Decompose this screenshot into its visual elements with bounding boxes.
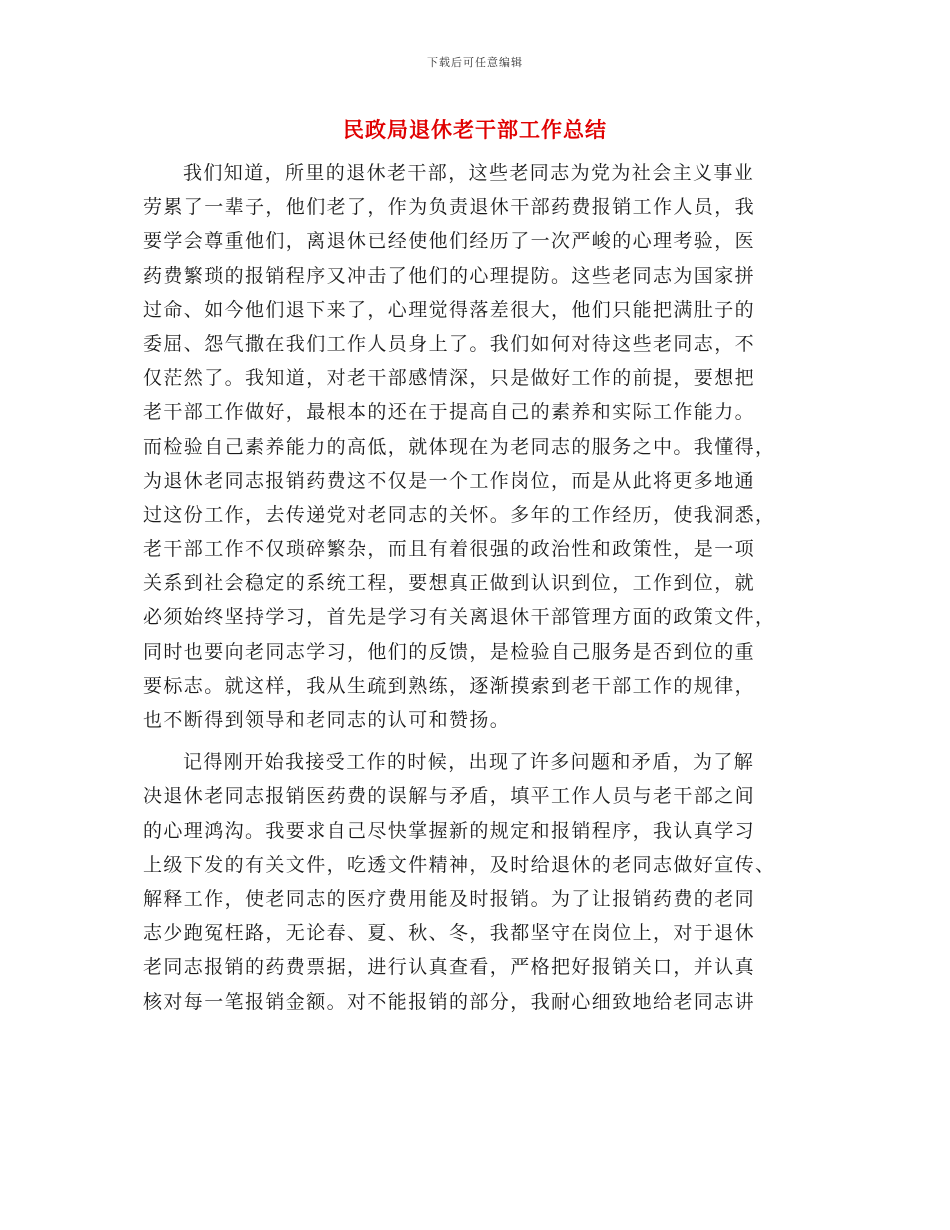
text-line: 老干部工作不仅琐碎繁杂，而且有着很强的政治性和政策性，是一项 <box>143 538 756 561</box>
text-line: 而检验自己素养能力的高低，就体现在为老同志的服务之中。我懂得， <box>143 435 776 458</box>
text-line: 必须始终坚持学习，首先是学习有关离退休干部管理方面的政策文件， <box>143 606 776 629</box>
text-line: 老干部工作做好，最根本的还在于提高自己的素养和实际工作能力。 <box>143 401 756 424</box>
text-line: 同时也要向老同志学习，他们的反馈，是检验自己服务是否到位的重 <box>143 640 756 663</box>
text-line: 的心理鸿沟。我要求自己尽快掌握新的规定和报销程序，我认真学习 <box>143 819 756 842</box>
text-line: 要学会尊重他们，离退休已经使他们经历了一次严峻的心理考验，医 <box>143 230 756 253</box>
page-header-note: 下载后可任意编辑 <box>427 56 523 69</box>
text-line: 过这份工作，去传递党对老同志的关怀。多年的工作经历，使我洞悉， <box>143 503 776 526</box>
text-line: 为退休老同志报销药费这不仅是一个工作岗位，而是从此将更多地通 <box>143 469 756 492</box>
text-line: 解释工作，使老同志的医疗费用能及时报销。为了让报销药费的老同 <box>143 887 756 910</box>
text-line: 要标志。就这样，我从生疏到熟练，逐渐摸索到老干部工作的规律， <box>143 674 756 697</box>
paragraph-1 <box>143 156 795 737</box>
text-line: 记得刚开始我接受工作的时候，出现了许多问题和矛盾，为了解 <box>183 751 755 774</box>
text-line: 药费繁琐的报销程序又冲击了他们的心理提防。这些老同志为国家拼 <box>143 264 756 287</box>
document-title: 民政局退休老干部工作总结 <box>343 117 607 142</box>
text-line: 也不断得到领导和老同志的认可和赞扬。 <box>143 709 511 731</box>
text-line: 核对每一笔报销金额。对不能报销的部分，我耐心细致地给老同志讲 <box>143 990 756 1013</box>
text-line: 劳累了一辈子，他们老了，作为负责退休干部药费报销工作人员，我 <box>143 196 756 219</box>
text-line: 我们知道，所里的退休老干部，这些老同志为党为社会主义事业 <box>183 162 755 184</box>
text-line: 决退休老同志报销医药费的误解与矛盾，填平工作人员与老干部之间 <box>143 785 756 808</box>
text-line: 仅茫然了。我知道，对老干部感情深，只是做好工作的前提，要想把 <box>143 367 756 390</box>
paragraph-2 <box>143 745 795 1019</box>
text-line: 关系到社会稳定的系统工程，要想真正做到认识到位，工作到位，就 <box>143 572 756 595</box>
text-line: 上级下发的有关文件，吃透文件精神，及时给退休的老同志做好宣传、 <box>143 853 776 876</box>
text-line: 老同志报销的药费票据，进行认真查看，严格把好报销关口，并认真 <box>143 956 756 979</box>
text-line: 过命、如今他们退下来了，心理觉得落差很大，他们只能把满肚子的 <box>143 298 756 321</box>
text-line: 委屈、怨气撒在我们工作人员身上了。我们如何对待这些老同志，不 <box>143 332 756 355</box>
text-line: 志少跑冤枉路，无论春、夏、秋、冬，我都坚守在岗位上，对于退休 <box>143 922 756 945</box>
document-body <box>143 156 795 1019</box>
